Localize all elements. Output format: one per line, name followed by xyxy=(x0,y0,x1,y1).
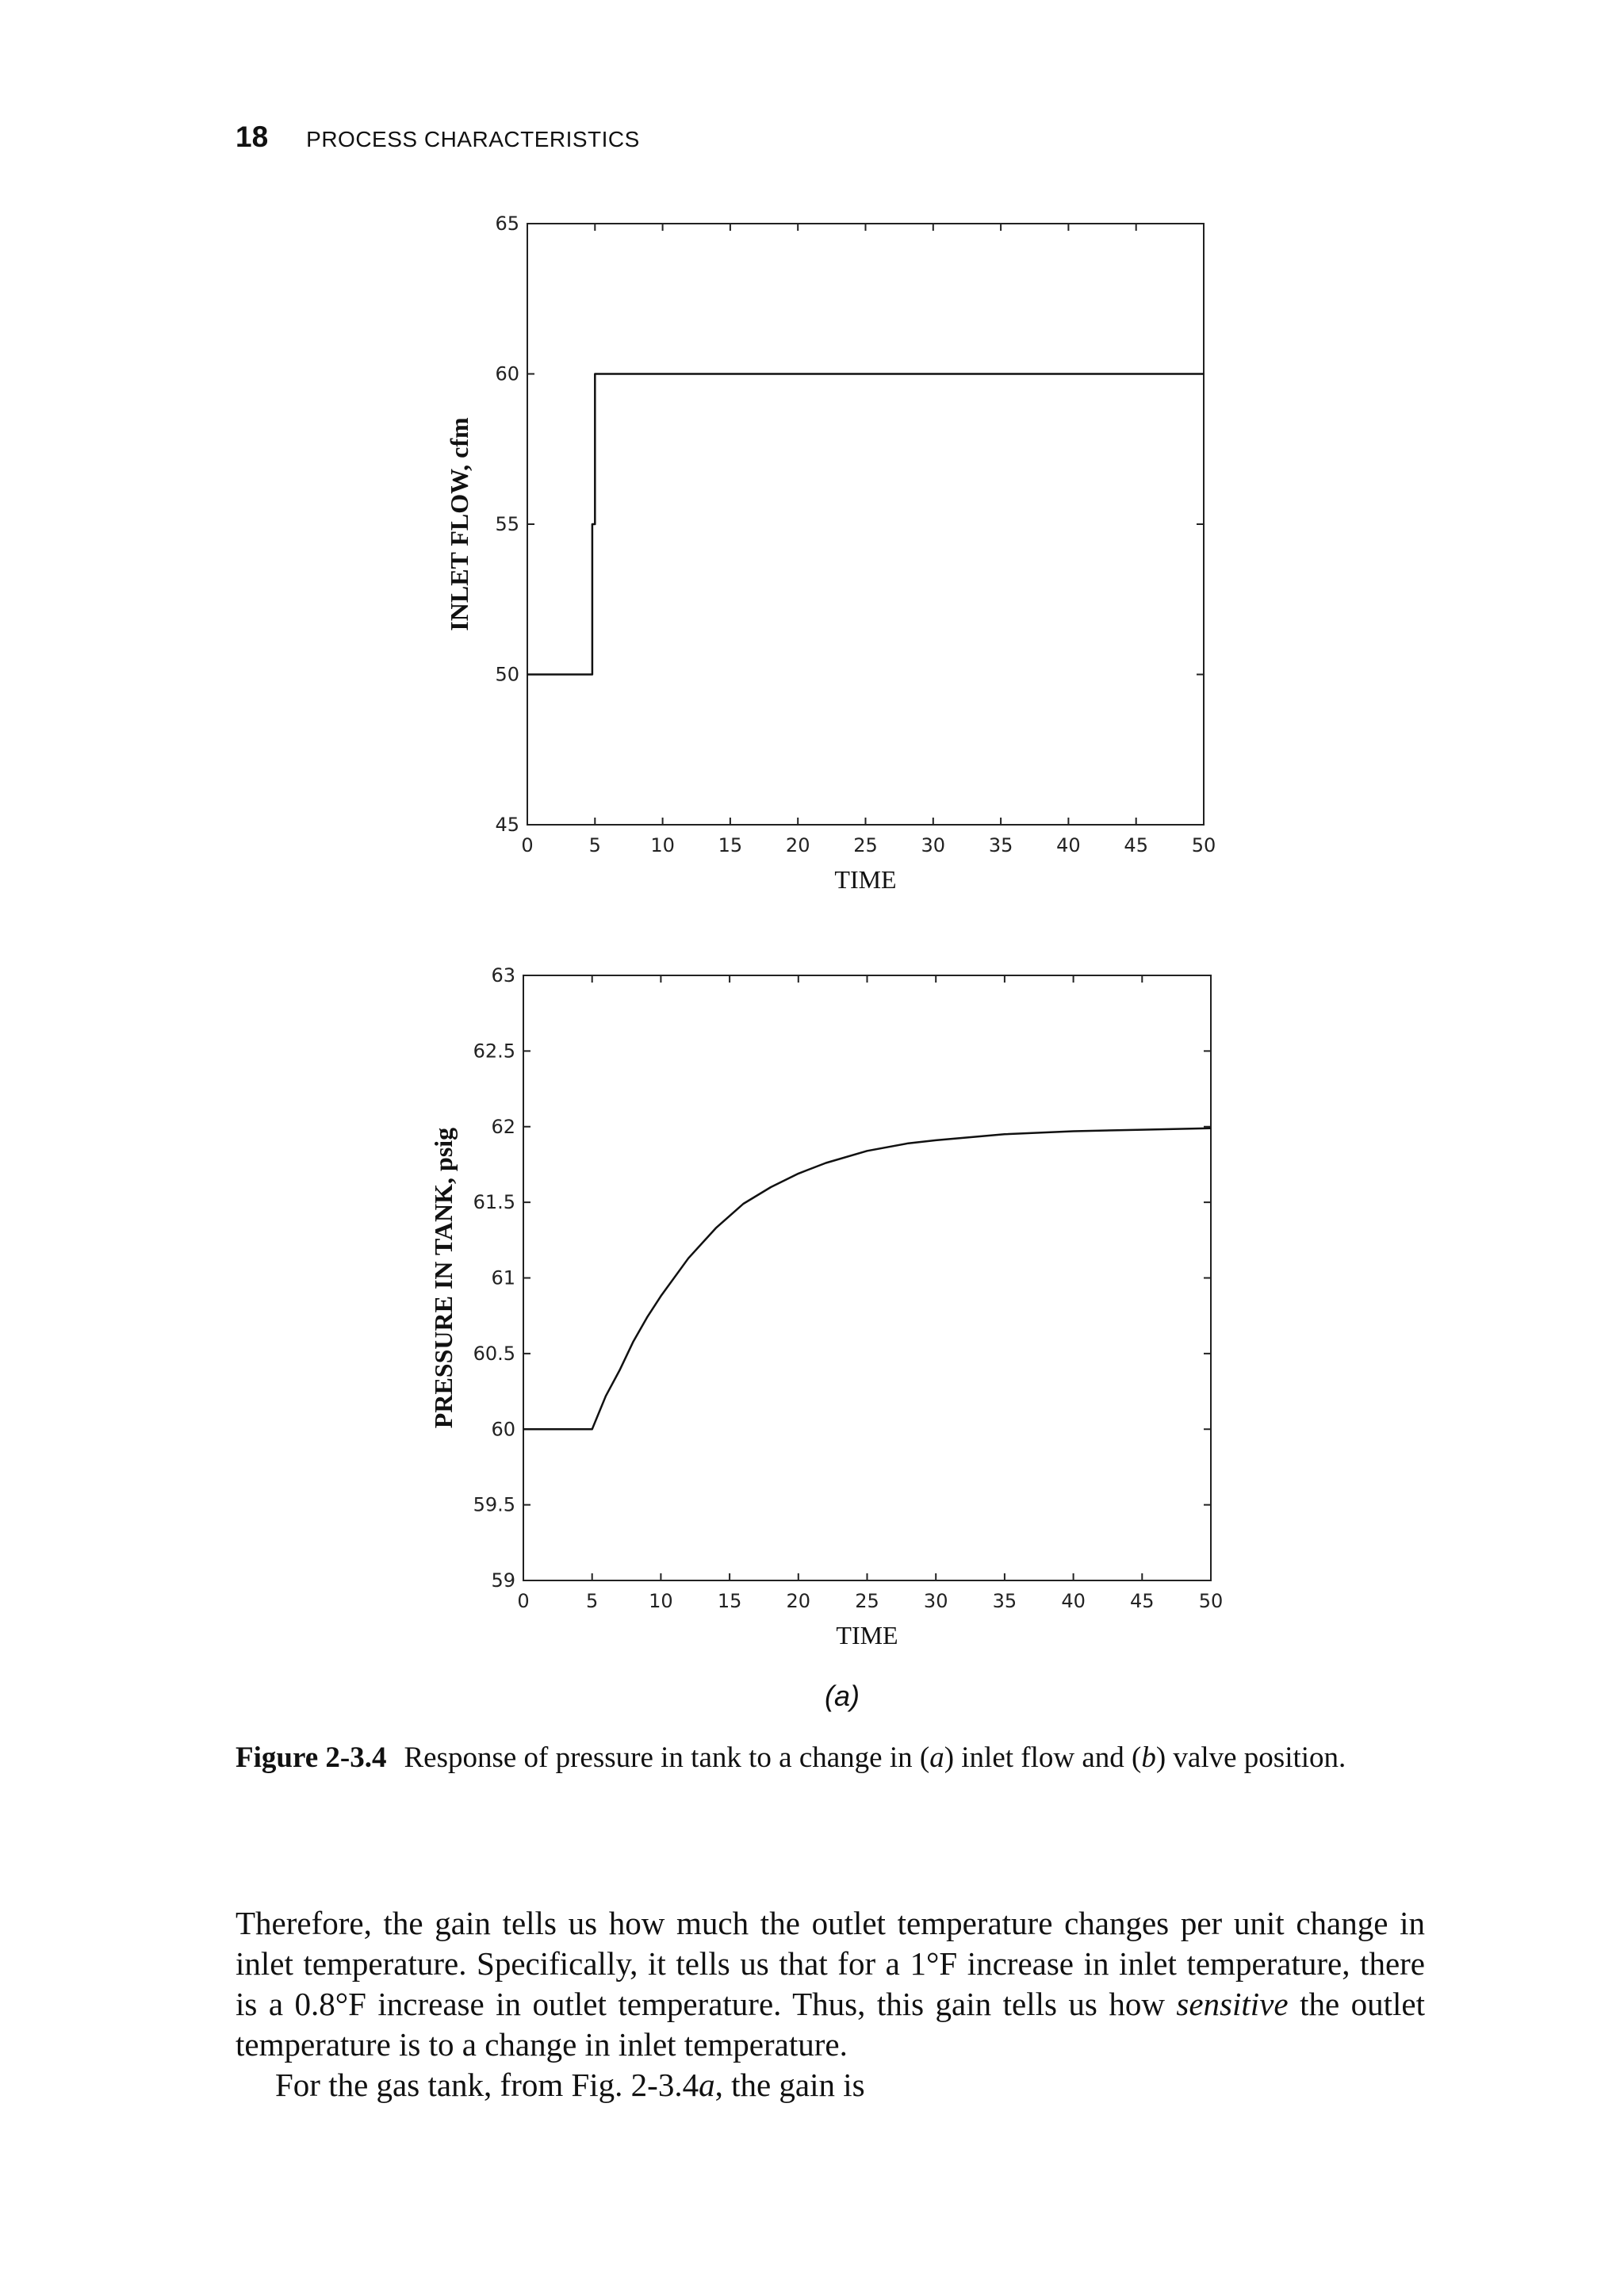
y-tick-label: 45 xyxy=(495,814,519,836)
plot-frame xyxy=(527,224,1204,825)
y-tick-label: 61.5 xyxy=(473,1191,515,1214)
plot-frame xyxy=(523,975,1211,1580)
x-tick-label: 0 xyxy=(517,1590,530,1612)
y-axis-title: PRESSURE IN TANK, psig xyxy=(429,1127,458,1429)
y-tick-label: 60.5 xyxy=(473,1342,515,1365)
x-tick-label: 40 xyxy=(1056,834,1081,856)
x-tick-label: 35 xyxy=(988,834,1013,856)
x-tick-label: 10 xyxy=(649,1590,673,1612)
x-tick-label: 25 xyxy=(855,1590,879,1612)
y-tick-label: 60 xyxy=(495,362,519,385)
x-tick-label: 35 xyxy=(992,1590,1017,1612)
caption-text-3: ) valve position. xyxy=(1155,1741,1346,1774)
x-tick-label: 30 xyxy=(923,1590,948,1612)
y-tick-label: 65 xyxy=(495,213,519,235)
page-number: 18 xyxy=(236,121,269,153)
y-tick-label: 59.5 xyxy=(473,1493,515,1516)
x-tick-label: 45 xyxy=(1130,1590,1155,1612)
y-tick-label: 61 xyxy=(491,1266,515,1289)
body-paragraph-1 xyxy=(236,1903,1425,2065)
caption-text-a: a xyxy=(929,1741,944,1774)
y-tick-label: 62 xyxy=(491,1115,515,1138)
x-tick-label: 15 xyxy=(717,1590,742,1612)
x-tick-label: 50 xyxy=(1191,834,1216,856)
caption-text-b: b xyxy=(1141,1741,1156,1774)
x-tick-label: 20 xyxy=(786,1590,811,1612)
y-tick-label: 55 xyxy=(495,513,519,535)
tank-pressure-chart xyxy=(0,936,1624,1673)
x-tick-label: 25 xyxy=(853,834,878,856)
page-header xyxy=(236,121,640,160)
p1-text-before: Therefore, the gain tells us how much the outlet temperature changes per unit change in inlet temperature. Specifically, it tells us that for a 1°F increase in inlet temperature, there is a 0.8°F increase in outlet temperature. Thus, this gain tells us how xyxy=(236,1905,1425,2022)
inlet-flow-chart xyxy=(0,182,1624,920)
subfigure-label: (a) xyxy=(825,1680,860,1712)
x-tick-label: 30 xyxy=(921,834,946,856)
x-tick-label: 50 xyxy=(1198,1590,1224,1612)
figure-caption xyxy=(236,1740,1425,1776)
caption-text-2: ) inlet flow and ( xyxy=(944,1741,1142,1774)
y-axis-title: INLET FLOW, cfm xyxy=(445,417,473,631)
x-axis-title: TIME xyxy=(834,865,897,894)
p2-emphasis: a xyxy=(699,2067,715,2103)
body-paragraph-2 xyxy=(236,2065,1425,2105)
series-line xyxy=(523,1128,1211,1430)
x-tick-label: 10 xyxy=(650,834,675,856)
p2-text-after: , the gain is xyxy=(714,2067,865,2103)
y-tick-label: 60 xyxy=(491,1418,515,1441)
x-axis-title: TIME xyxy=(836,1621,898,1649)
x-tick-label: 15 xyxy=(718,834,743,856)
p1-text-after: the outlet temperature is to a change in inlet temperature. xyxy=(236,1986,1425,2063)
p2-text-before: For the gas tank, from Fig. 2-3.4 xyxy=(275,2067,699,2103)
body-text xyxy=(236,1903,1425,2105)
x-tick-label: 20 xyxy=(785,834,810,856)
series-line xyxy=(527,374,1204,675)
running-head: PROCESS CHARACTERISTICS xyxy=(306,127,640,151)
caption-label: Figure 2-3.4 xyxy=(236,1741,387,1774)
x-tick-label: 5 xyxy=(588,834,601,856)
y-tick-label: 63 xyxy=(491,964,515,987)
x-tick-label: 45 xyxy=(1124,834,1148,856)
caption-text-1: Response of pressure in tank to a change in ( xyxy=(404,1741,930,1774)
p1-emphasis: sensitive xyxy=(1176,1986,1289,2022)
y-tick-label: 62.5 xyxy=(473,1040,515,1063)
x-tick-label: 0 xyxy=(521,834,534,856)
y-tick-label: 50 xyxy=(495,663,519,686)
x-tick-label: 40 xyxy=(1061,1590,1086,1612)
y-tick-label: 59 xyxy=(491,1569,515,1592)
x-tick-label: 5 xyxy=(586,1590,599,1612)
